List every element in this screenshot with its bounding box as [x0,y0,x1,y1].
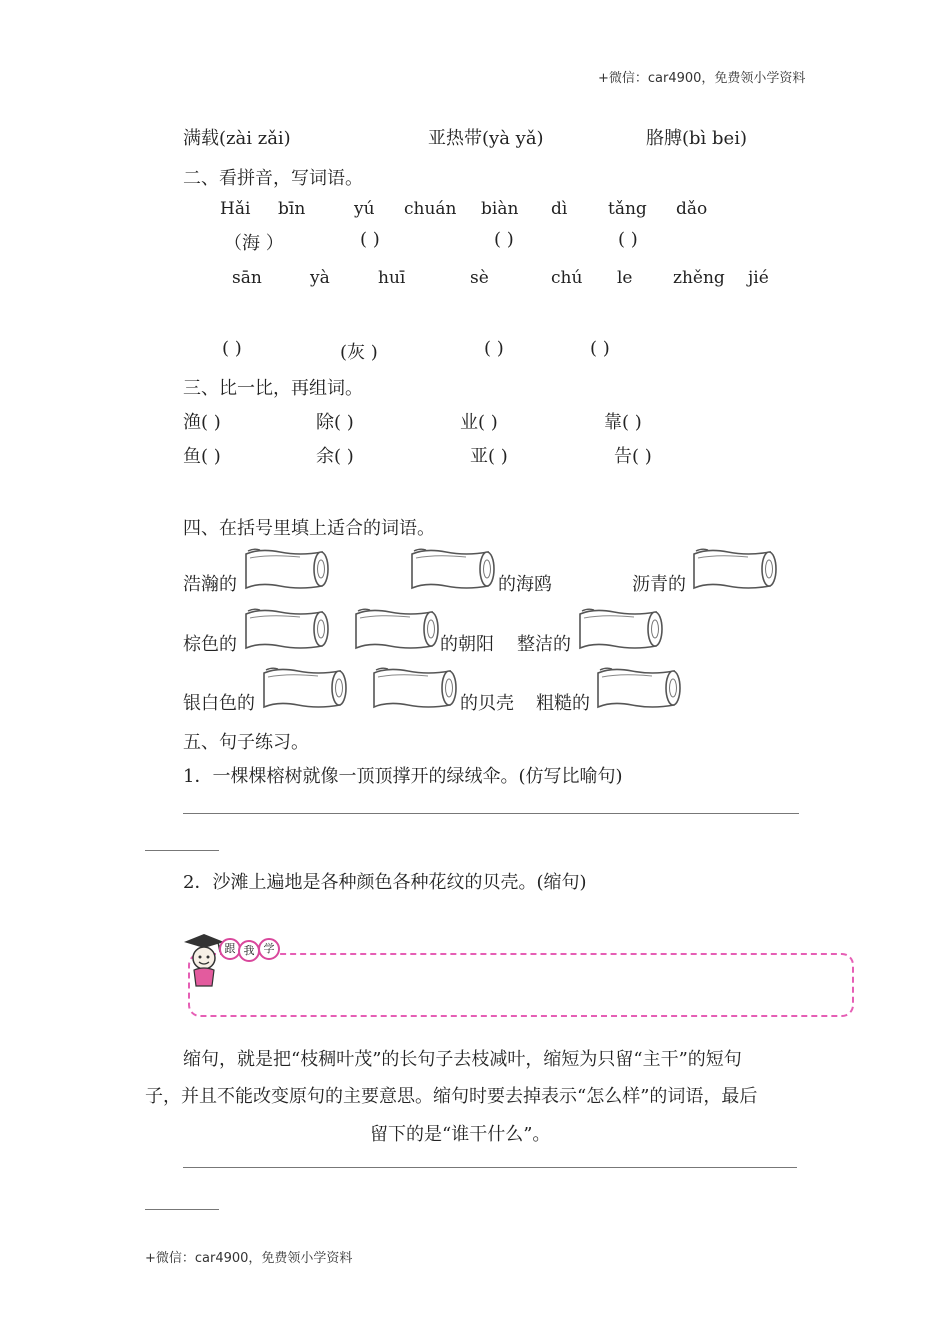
badge-xue: 学 [258,938,280,960]
tip-box [188,953,854,1017]
pinyin: chuán [404,199,457,219]
pinyin: bīn [278,199,306,219]
answer-blank[interactable]: ( ) [360,229,380,250]
scroll-blank[interactable] [240,546,330,592]
answer-blank[interactable]: ( ) [618,229,638,250]
polyphone-item-3: 胳膊(bì bei) [646,128,747,149]
phrase-label: 的朝阳 [440,634,494,655]
scroll-blank[interactable] [406,546,496,592]
phrase-label: 的海鸥 [498,574,552,595]
phrase-label: 浩瀚的 [183,574,237,595]
section-5-title: 五、句子练习。 [183,732,309,753]
compare-word[interactable]: 告( ) [614,446,652,467]
pinyin: Hǎi [220,199,251,219]
pinyin: sān [232,268,262,288]
pinyin: huī [378,268,406,288]
phrase-label: 沥青的 [632,574,686,595]
tip-text-line-1: 缩句，就是把“枝稠叶茂”的长句子去枝减叶，缩短为只留“主干”的短句 [183,1049,742,1070]
section-3-title: 三、比一比，再组词。 [183,378,363,399]
page-header: +微信：car4900，免费领小学资料 [598,71,806,86]
scroll-blank[interactable] [592,665,682,711]
pinyin: dǎo [676,199,708,219]
answer-line[interactable] [183,1167,797,1168]
compare-word[interactable]: 除( ) [316,412,354,433]
answer-blank[interactable]: ( ) [222,338,242,359]
compare-word[interactable]: 靠( ) [604,412,642,433]
pinyin: sè [470,268,489,288]
pinyin: zhěng [673,268,725,288]
pinyin: dì [551,199,568,219]
pinyin: le [617,268,633,288]
tip-text-line-2: 子，并且不能改变原句的主要意思。缩句时要去掉表示“怎么样”的词语，最后 [145,1086,758,1107]
badge-wo: 我 [238,940,260,962]
answer-line[interactable] [183,813,799,814]
pinyin: yà [310,268,330,288]
answer-blank[interactable]: (灰 ) [340,342,378,363]
pinyin: biàn [481,199,519,219]
section-2-title: 二、看拼音，写词语。 [183,168,363,189]
pinyin: chú [551,268,583,288]
answer-line[interactable] [145,1209,219,1210]
pinyin: tǎng [608,199,647,219]
question-2: 2．沙滩上遍地是各种颜色各种花纹的贝壳。(缩句) [183,872,587,893]
scroll-blank[interactable] [688,546,778,592]
polyphone-item-2: 亚热带(yà yǎ) [428,128,544,149]
mascot-icon [180,930,230,990]
badge-gen: 跟 [219,938,241,960]
scroll-blank[interactable] [574,606,664,652]
answer-line[interactable] [145,850,219,851]
phrase-label: 粗糙的 [536,693,590,714]
page-footer: +微信：car4900，免费领小学资料 [145,1251,353,1266]
answer-blank[interactable]: ( ) [494,229,514,250]
phrase-label: 整洁的 [517,634,571,655]
phrase-label: 的贝壳 [460,693,514,714]
scroll-blank[interactable] [368,665,458,711]
compare-word[interactable]: 余( ) [316,446,354,467]
answer-blank[interactable]: （海 ） [224,233,284,254]
scroll-blank[interactable] [240,606,330,652]
phrase-label: 棕色的 [183,634,237,655]
compare-word[interactable]: 鱼( ) [183,446,221,467]
compare-word[interactable]: 业( ) [460,412,498,433]
phrase-label: 银白色的 [183,693,255,714]
answer-blank[interactable]: ( ) [590,338,610,359]
scroll-blank[interactable] [258,665,348,711]
compare-word[interactable]: 亚( ) [470,446,508,467]
answer-blank[interactable]: ( ) [484,338,504,359]
pinyin: jié [748,268,769,288]
scroll-blank[interactable] [350,606,440,652]
compare-word[interactable]: 渔( ) [183,412,221,433]
section-4-title: 四、在括号里填上适合的词语。 [183,518,435,539]
pinyin: yú [354,199,375,219]
question-1: 1．一棵棵榕树就像一顶顶撑开的绿绒伞。(仿写比喻句) [183,766,623,787]
polyphone-item-1: 满载(zài zǎi) [183,128,291,149]
tip-text-line-3: 留下的是“谁干什么”。 [370,1124,551,1145]
